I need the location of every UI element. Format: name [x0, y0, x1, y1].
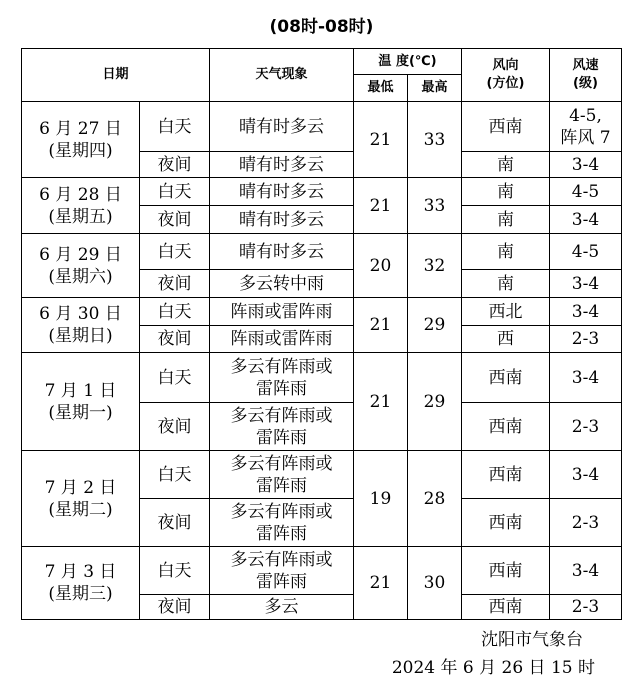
date-cell: [22, 102, 140, 178]
weather-night-line2: 雷阵雨: [256, 427, 307, 448]
wind-dir-night: 西南: [462, 595, 550, 620]
weather-day-line2: 雷阵雨: [256, 378, 307, 399]
weather-night: [210, 499, 354, 547]
wind-speed-night: 3-4: [550, 270, 622, 298]
wind-dir-night: 南: [462, 270, 550, 298]
period-night: 夜间: [140, 499, 210, 547]
temp-min: 21: [354, 178, 408, 234]
wind-speed-night: 3-4: [550, 152, 622, 178]
date-label: 7 月 2 日: [44, 477, 117, 498]
period-night: 夜间: [140, 326, 210, 353]
period-night: 夜间: [140, 403, 210, 451]
weather-day-line1: 阵雨或雷阵雨: [230, 301, 333, 322]
weather-night-line2: 雷阵雨: [256, 523, 307, 544]
weekday-label: (星期日): [48, 326, 113, 346]
wind-speed-day: [550, 353, 622, 403]
date-cell: [22, 353, 140, 451]
date-label: 6 月 30 日: [39, 304, 122, 324]
weather-night: [210, 270, 354, 298]
wind-speed-night: 2-3: [550, 595, 622, 620]
weather-day: [210, 353, 354, 403]
weather-day-line1: 多云有阵雨或: [230, 356, 333, 377]
weather-night-line1: 多云有阵雨或: [230, 501, 333, 522]
wind-dir-night: 西南: [462, 403, 550, 451]
wind-speed-day-line1: 4-5: [571, 241, 600, 262]
date-label: 6 月 28 日: [39, 184, 122, 205]
weather-day-line2: 雷阵雨: [256, 475, 307, 496]
weather-day-line1: 多云有阵雨或: [230, 549, 333, 570]
weather-day: [210, 298, 354, 326]
wind-speed-night: 2-3: [550, 403, 622, 451]
wind-dir-night: 南: [462, 152, 550, 178]
weather-night: [210, 403, 354, 451]
weather-night-line1: 晴有时多云: [239, 154, 324, 175]
header-temperature: 温 度(℃): [354, 49, 462, 75]
weather-day-line2: 雷阵雨: [256, 571, 307, 592]
period-night: 夜间: [140, 152, 210, 178]
wind-speed-day: [550, 178, 622, 206]
temp-min: 21: [354, 353, 408, 451]
wind-speed-day-line1: 3-4: [571, 464, 600, 485]
wind-speed-day-line1: 4-5,: [569, 105, 602, 126]
wind-speed-day: [550, 451, 622, 499]
date-cell: [22, 178, 140, 234]
forecast-row-day: [22, 547, 622, 595]
forecast-row-day: [22, 298, 622, 326]
header-phenomenon: 天气现象: [210, 49, 354, 102]
weather-night: [210, 206, 354, 234]
forecast-row-day: [22, 102, 622, 152]
period-day: 白天: [140, 547, 210, 595]
weather-day: [210, 547, 354, 595]
issue-time: 2024 年 6 月 26 日 15 时: [391, 658, 595, 678]
weather-day: [210, 451, 354, 499]
wind-speed-day-line1: 3-4: [571, 560, 600, 581]
temp-min: 20: [354, 234, 408, 298]
wind-dir-day: 西南: [462, 547, 550, 595]
header-wind-speed-sub: (级): [573, 76, 598, 91]
weekday-label: (星期一): [48, 402, 113, 423]
temp-max: 32: [408, 234, 462, 298]
forecast-row-day: [22, 178, 622, 206]
wind-dir-day: 西北: [462, 298, 550, 326]
weather-day: [210, 234, 354, 270]
period-day: 白天: [140, 234, 210, 270]
wind-speed-day: [550, 547, 622, 595]
weekday-label: (星期五): [48, 206, 113, 227]
wind-speed-day-line2: 阵风 7: [560, 127, 611, 148]
temp-max: 33: [408, 178, 462, 234]
header-wind-speed-label: 风速: [572, 58, 599, 73]
period-day: 白天: [140, 298, 210, 326]
wind-dir-day: 南: [462, 178, 550, 206]
weather-night: [210, 326, 354, 353]
period-night: 夜间: [140, 595, 210, 620]
date-cell: [22, 547, 140, 620]
header-wind-direction-sub: (方位): [486, 76, 525, 91]
weather-day-line1: 晴有时多云: [239, 116, 324, 137]
temp-max: 33: [408, 102, 462, 178]
period-night: 夜间: [140, 206, 210, 234]
wind-dir-day: 西南: [462, 102, 550, 152]
forecast-row-day: [22, 234, 622, 270]
wind-speed-day-line1: 4-5: [571, 181, 600, 202]
weekday-label: (星期六): [48, 266, 113, 287]
weather-day: [210, 178, 354, 206]
weather-night: [210, 152, 354, 178]
wind-speed-day: [550, 102, 622, 152]
wind-speed-night: 3-4: [550, 206, 622, 234]
weekday-label: (星期四): [48, 140, 113, 161]
wind-dir-night: 西: [462, 326, 550, 353]
forecast-row-day: [22, 353, 622, 403]
forecast-row-day: [22, 451, 622, 499]
temp-min: 21: [354, 102, 408, 178]
header-max: 最高: [408, 75, 462, 102]
date-cell: [22, 298, 140, 353]
forecast-table: [21, 48, 622, 620]
header-wind-direction-label: 风向: [492, 58, 519, 73]
date-label: 6 月 29 日: [39, 244, 122, 265]
period-day: 白天: [140, 353, 210, 403]
wind-dir-day: 西南: [462, 451, 550, 499]
wind-dir-day: 西南: [462, 353, 550, 403]
period-day: 白天: [140, 451, 210, 499]
temp-max: 29: [408, 353, 462, 451]
temp-max: 29: [408, 298, 462, 353]
wind-dir-day: 南: [462, 234, 550, 270]
page-heading: (08时-08时): [269, 17, 374, 37]
header-wind-speed: [550, 49, 622, 102]
weather-day: [210, 102, 354, 152]
date-label: 6 月 27 日: [39, 118, 122, 139]
date-label: 7 月 1 日: [44, 380, 117, 401]
wind-speed-day: [550, 298, 622, 326]
weather-night: [210, 595, 354, 620]
weather-night-line1: 阵雨或雷阵雨: [230, 329, 333, 349]
weather-night-line1: 晴有时多云: [239, 209, 324, 230]
wind-speed-day-line1: 3-4: [571, 367, 600, 388]
weather-day-line1: 晴有时多云: [239, 181, 324, 202]
period-day: 白天: [140, 102, 210, 152]
weekday-label: (星期二): [48, 499, 113, 520]
wind-speed-night: 2-3: [550, 326, 622, 353]
wind-speed-day-line1: 3-4: [571, 301, 600, 322]
period-night: 夜间: [140, 270, 210, 298]
wind-dir-night: 南: [462, 206, 550, 234]
wind-speed-day: [550, 234, 622, 270]
temp-min: 21: [354, 298, 408, 353]
weather-night-line1: 多云转中雨: [239, 273, 324, 294]
date-label: 7 月 3 日: [44, 562, 117, 582]
date-cell: [22, 451, 140, 547]
temp-max: 30: [408, 547, 462, 620]
wind-speed-night: 2-3: [550, 499, 622, 547]
weather-night-line1: 多云有阵雨或: [230, 405, 333, 426]
weather-day-line1: 晴有时多云: [239, 241, 324, 262]
wind-dir-night: 西南: [462, 499, 550, 547]
issuer: 沈阳市气象台: [481, 630, 583, 650]
header-wind-direction: [462, 49, 550, 102]
temp-min: 21: [354, 547, 408, 620]
weather-day-line1: 多云有阵雨或: [230, 453, 333, 474]
weekday-label: (星期三): [48, 584, 113, 604]
temp-max: 28: [408, 451, 462, 547]
header-date: 日期: [22, 49, 210, 102]
temp-min: 19: [354, 451, 408, 547]
period-day: 白天: [140, 178, 210, 206]
date-cell: [22, 234, 140, 298]
weather-night-line1: 多云: [264, 597, 299, 617]
header-min: 最低: [354, 75, 408, 102]
